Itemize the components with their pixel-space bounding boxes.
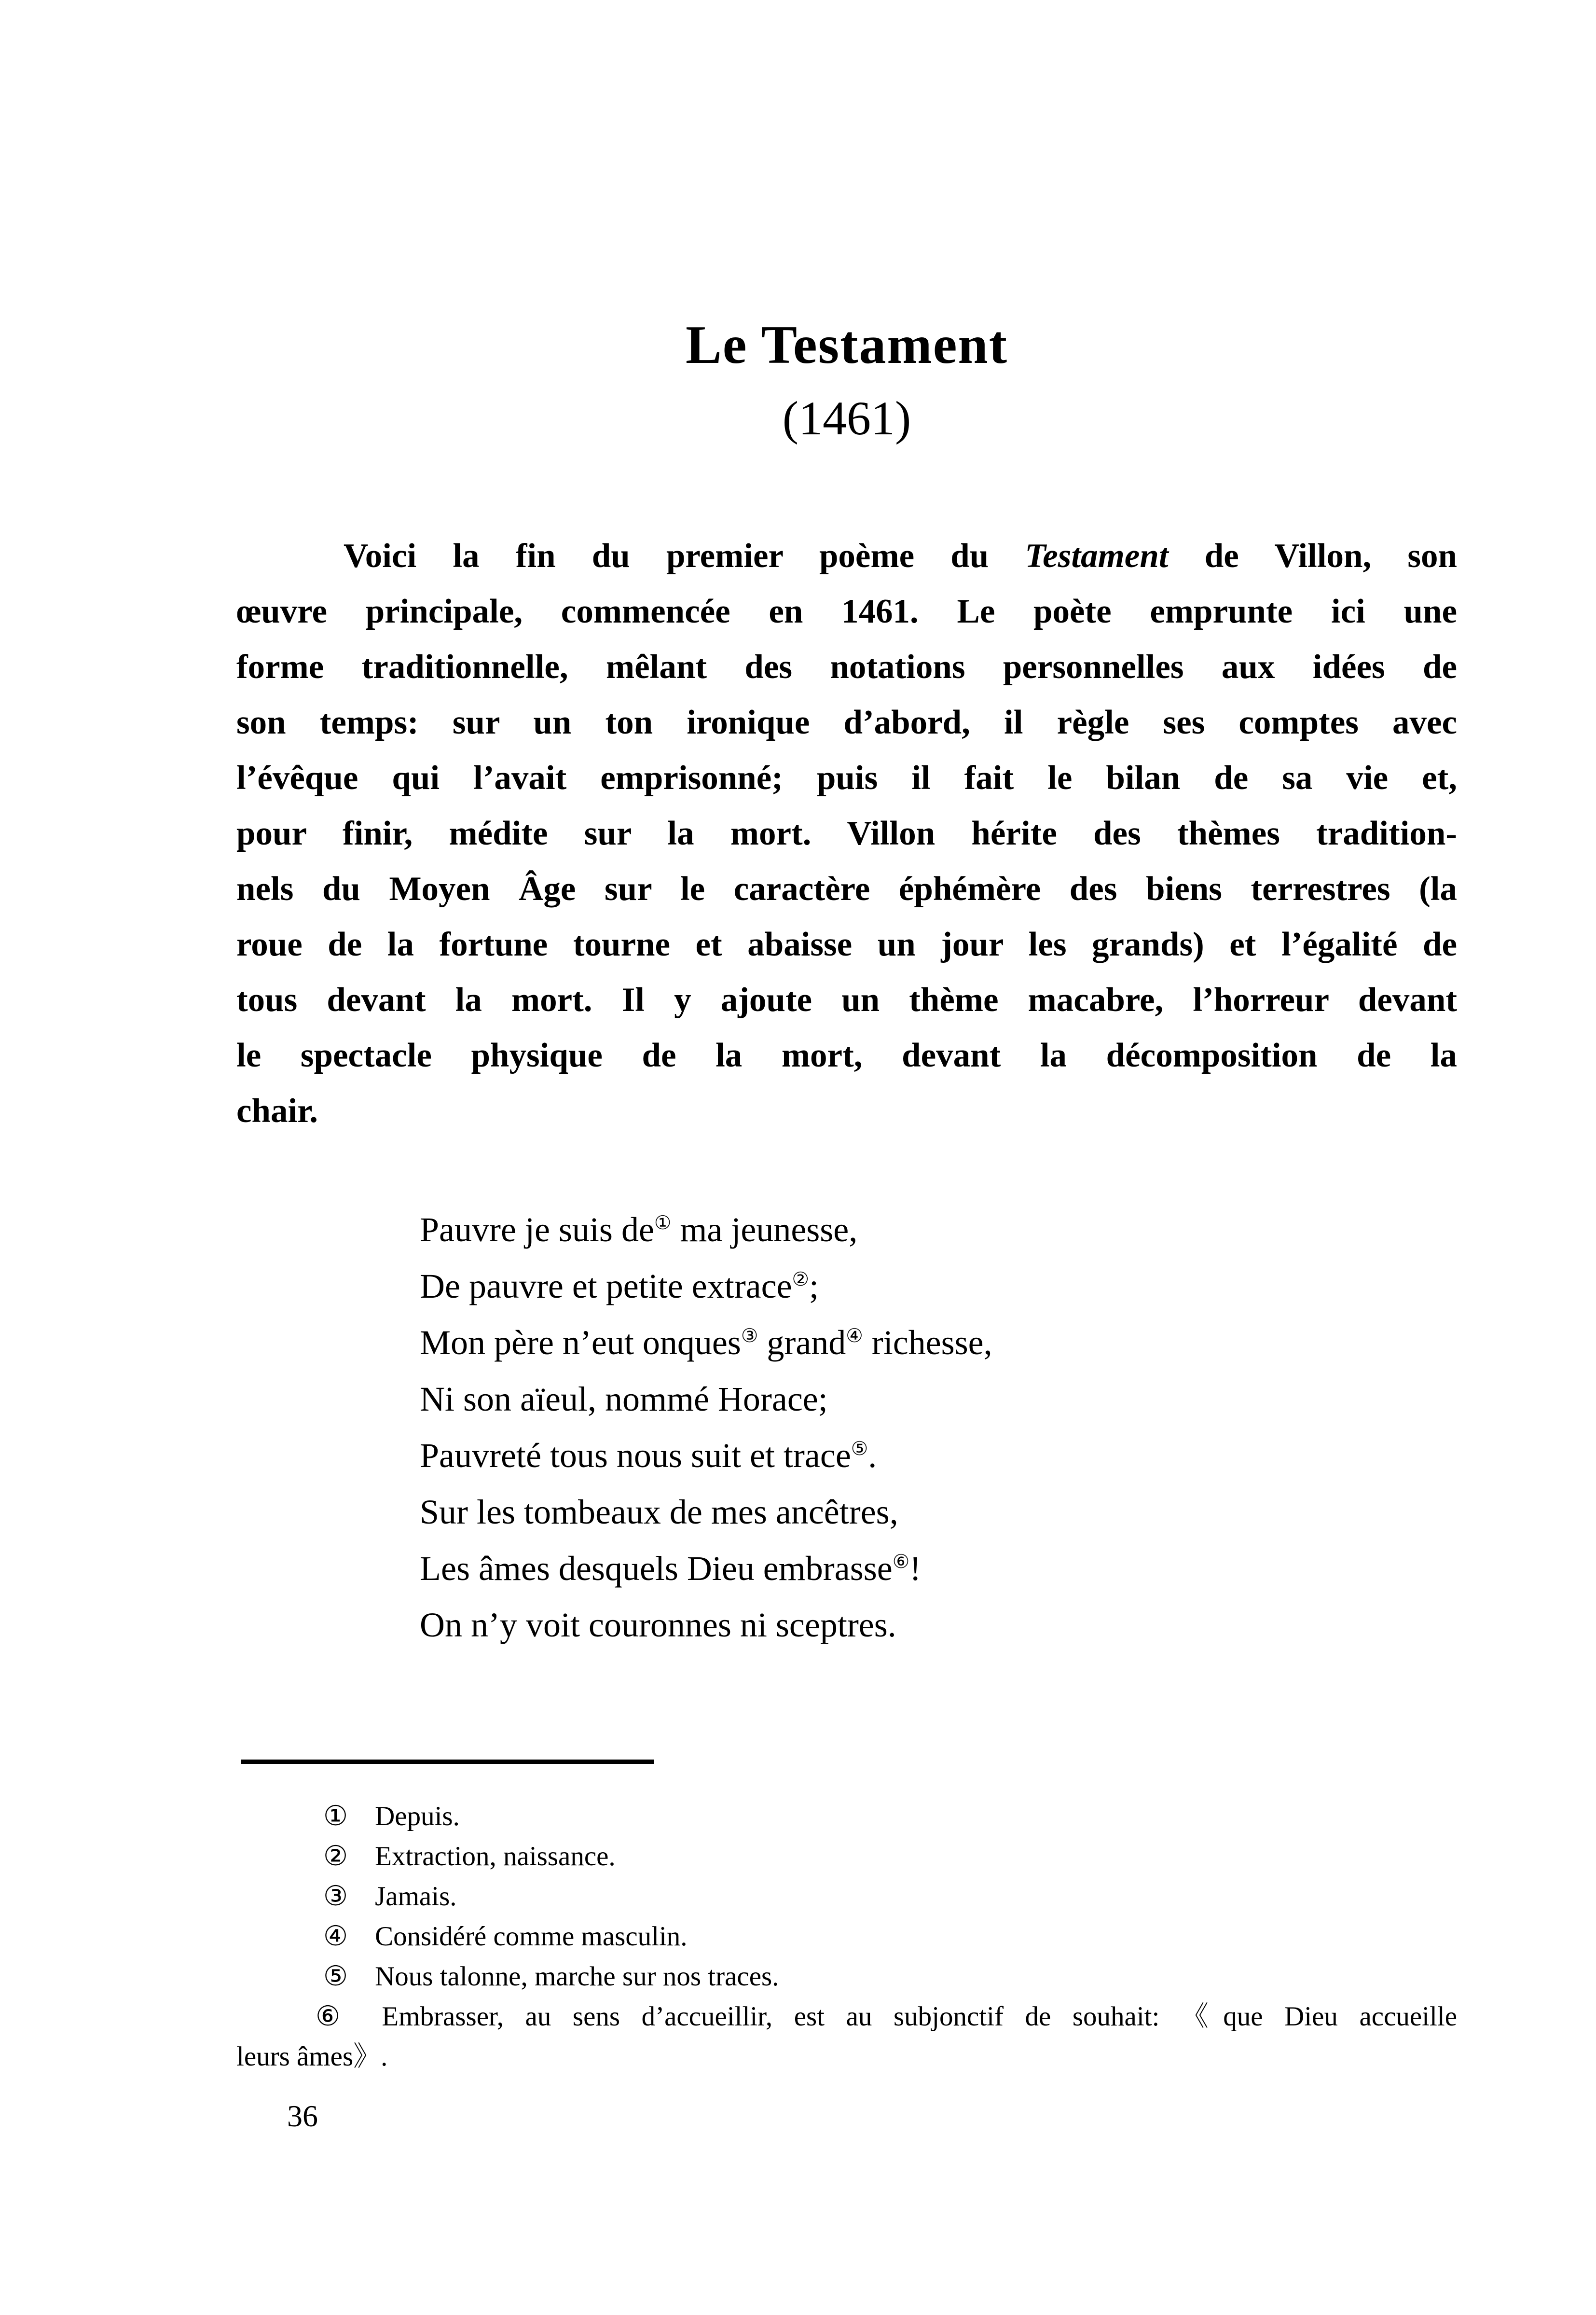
page-title: Le Testament bbox=[686, 315, 1008, 375]
footnote-number-marker: ⑤ bbox=[323, 1960, 348, 1992]
poem-line: Les âmes desquels Dieu embrasse⑥! bbox=[420, 1549, 922, 1588]
intro-line bbox=[236, 806, 1457, 861]
poem-text-segment: Les âmes desquels Dieu embrasse bbox=[420, 1549, 893, 1588]
poem-text-segment: De pauvre et petite extrace bbox=[420, 1267, 792, 1305]
text-segment: de Villon, son bbox=[1168, 537, 1457, 575]
poem-line: Mon père n’eut onques③ grand④ richesse, bbox=[420, 1323, 992, 1362]
text-segment: chair. bbox=[236, 1092, 318, 1130]
text-segment: nels du Moyen Âge sur le caractère éphémère des biens terrestres (la bbox=[236, 870, 1457, 908]
intro-line bbox=[236, 750, 1457, 806]
page-subtitle-year: (1461) bbox=[782, 391, 911, 445]
intro-line bbox=[236, 972, 1457, 1028]
text-segment: Voici la fin du premier poème du bbox=[344, 537, 1025, 575]
intro-paragraph bbox=[236, 528, 1457, 1139]
poem-line: Pauvre je suis de① ma jeunesse, bbox=[420, 1210, 858, 1249]
text-segment: l’évêque qui l’avait emprisonné; puis il fait le bilan de sa vie et, bbox=[236, 759, 1457, 797]
footnote-item bbox=[236, 1996, 1457, 2037]
intro-line bbox=[236, 639, 1457, 695]
text-segment: tous devant la mort. Il y ajoute un thème macabre, l’horreur devant bbox=[236, 981, 1457, 1019]
footnote-number-marker: ③ bbox=[323, 1880, 348, 1912]
footnote-item bbox=[236, 1916, 1457, 1956]
page-number: 36 bbox=[287, 2099, 318, 2133]
footnote-text: Nous talonne, marche sur nos traces. bbox=[375, 1961, 779, 1992]
text-segment: pour finir, médite sur la mort. Villon hérite des thèmes tradition- bbox=[236, 815, 1457, 852]
poem-text-segment: ma jeunesse, bbox=[671, 1210, 858, 1249]
poem-text-segment: Ni son aïeul, nommé Horace; bbox=[420, 1380, 828, 1418]
footnote-number-marker: ② bbox=[323, 1840, 348, 1872]
text-block bbox=[236, 0, 1457, 2315]
intro-line bbox=[236, 861, 1457, 917]
footnote-number-marker: ⑥ bbox=[316, 2000, 355, 2032]
footnote-item bbox=[236, 1876, 1457, 1916]
intro-line bbox=[236, 528, 1457, 584]
poem-line: Pauvreté tous nous suit et trace⑤. bbox=[420, 1436, 877, 1475]
footnote-item bbox=[236, 1836, 1457, 1876]
footnote-number-marker: ④ bbox=[323, 1920, 348, 1952]
intro-line bbox=[236, 1083, 1457, 1139]
poem-text-segment: richesse, bbox=[863, 1323, 992, 1362]
footnote-item bbox=[236, 1796, 1457, 1836]
footnote-text: Embrasser, au sens d’accueillir, est au subjonctif de souhait: 《que Dieu accueille bbox=[382, 2001, 1457, 2032]
poem-text-segment: Pauvreté tous nous suit et trace bbox=[420, 1436, 851, 1475]
text-segment: forme traditionnelle, mêlant des notations personnelles aux idées de bbox=[236, 648, 1457, 686]
poem-text-segment: Mon père n’eut onques bbox=[420, 1323, 741, 1362]
poem-line bbox=[420, 1371, 992, 1428]
text-segment: œuvre principale, commencée en 1461. Le poète emprunte ici une bbox=[236, 593, 1457, 630]
text-segment: son temps: sur un ton ironique d’abord, il règle ses comptes avec bbox=[236, 704, 1457, 741]
footnote-text: leurs âmes》. bbox=[236, 2041, 388, 2072]
footnote-text: Extraction, naissance. bbox=[375, 1841, 616, 1871]
poem-text-segment: ! bbox=[909, 1549, 922, 1588]
poem-line bbox=[420, 1484, 992, 1540]
poem-text-segment: . bbox=[868, 1436, 877, 1475]
poem-line bbox=[420, 1597, 992, 1653]
footnote-item bbox=[236, 1956, 1457, 1996]
footnotes bbox=[236, 1796, 1457, 2077]
footnote-text: Considéré comme masculin. bbox=[375, 1921, 688, 1952]
footnote-number-marker: ① bbox=[323, 1800, 348, 1832]
intro-line bbox=[236, 917, 1457, 972]
intro-line bbox=[236, 1028, 1457, 1083]
footnote-separator-rule bbox=[241, 1760, 654, 1764]
footnote-continuation-line bbox=[236, 2037, 1457, 2077]
poem-text-segment: Pauvre je suis de bbox=[420, 1210, 654, 1249]
footnote-text: Depuis. bbox=[375, 1801, 460, 1831]
poem-line: De pauvre et petite extrace②; bbox=[420, 1267, 819, 1305]
poem-text-segment: grand bbox=[758, 1323, 846, 1362]
footnote-text: Jamais. bbox=[375, 1881, 457, 1912]
intro-line bbox=[236, 695, 1457, 750]
poem bbox=[420, 1202, 992, 1653]
poem-text-segment: Sur les tombeaux de mes ancêtres, bbox=[420, 1493, 898, 1531]
text-segment: roue de la fortune tourne et abaisse un jour les grands) et l’égalité de bbox=[236, 926, 1457, 963]
poem-text-segment: ; bbox=[809, 1267, 819, 1305]
poem-text-segment: On n’y voit couronnes ni sceptres. bbox=[420, 1606, 896, 1644]
intro-line bbox=[236, 584, 1457, 639]
text-segment: le spectacle physique de la mort, devant la décomposition de la bbox=[236, 1037, 1457, 1074]
italic-work-title: Testament bbox=[1025, 537, 1169, 575]
